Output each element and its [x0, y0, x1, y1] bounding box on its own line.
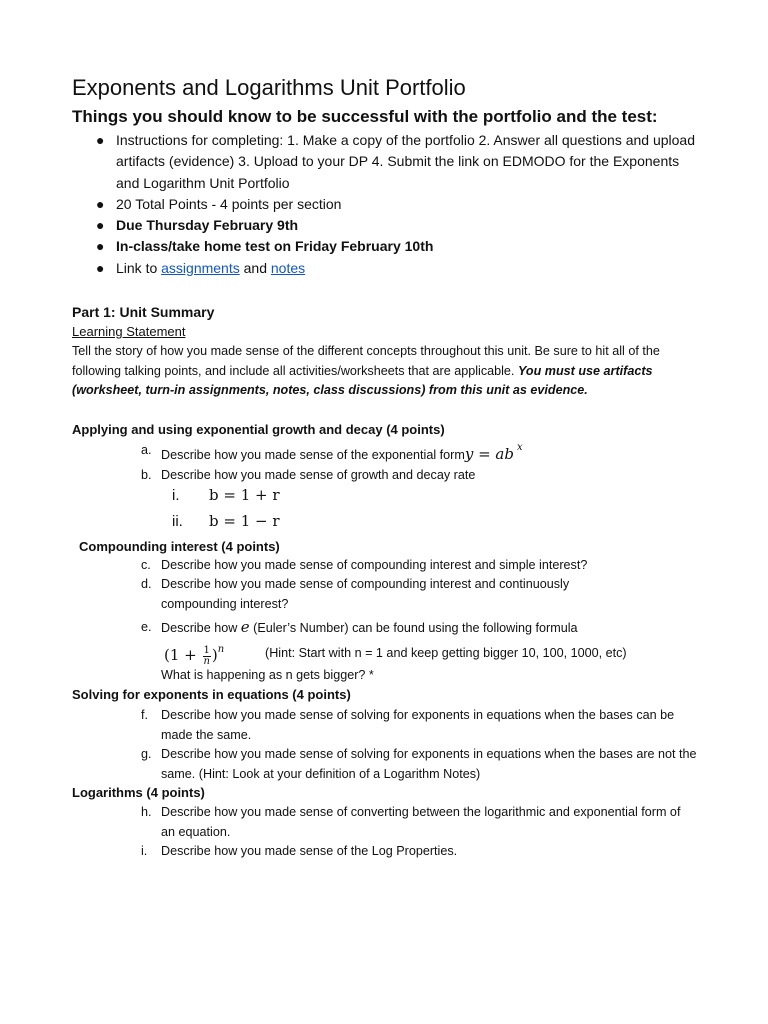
growth-rate-formula: b = 1 + r — [209, 486, 280, 504]
list-item — [96, 236, 706, 257]
story-emphasis: You must use artifacts (worksheet, turn-in assignments, notes, class discussions) from this unit as evidence. — [72, 363, 653, 397]
list-item — [141, 745, 701, 785]
list-item — [141, 803, 701, 843]
item-letter: d. — [141, 577, 152, 591]
hint-text: (Hint: Start with n = 1 and keep getting bigger 10, 100, 1000, etc) — [265, 646, 627, 660]
part1-heading: Part 1: Unit Summary — [72, 304, 215, 320]
item-text: Describe how you made sense of the Log Properties. — [161, 844, 458, 858]
solving-heading: Solving for exponents in equations (4 points) — [72, 687, 351, 702]
learning-statement-label: Learning Statement — [72, 324, 186, 339]
bullet-icon: ● — [96, 259, 105, 276]
story-text: Tell the story of how you made sense of the different concepts throughout this unit. Be sure to hit all of the following talking points, and include all activities/worksheets that are applicable. — [72, 344, 660, 378]
item-letter: h. — [141, 805, 152, 819]
list-item — [96, 215, 706, 236]
link-prefix: Link to — [116, 259, 162, 276]
item-letter: a. — [141, 443, 152, 457]
item-text: Describe how you made sense of converting between the logarithmic and exponential form of an equation. — [161, 805, 681, 839]
growth-heading: Applying and using exponential growth and decay (4 points) — [72, 422, 445, 437]
list-item — [141, 575, 701, 615]
item-text: Describe how you made sense of compounding interest and continuously compounding interest? — [161, 577, 570, 611]
roman-numeral: ii. — [172, 513, 183, 530]
bullet-icon: ● — [96, 195, 105, 212]
euler-formula: (1 + $\frac{1}{n}$ )$^n$ — [164, 644, 225, 667]
item-text: Describe how you made sense of solving for exponents in equations when the bases can be made the same. — [161, 708, 675, 742]
item-letter: e. — [141, 620, 152, 634]
item-text: Describe how you made sense of solving for exponents in equations when the bases are not the same. (Hint: Look at your definition of a Logarithm Notes) — [161, 747, 697, 781]
due-date-text: Due Thursday February 9th — [116, 217, 299, 234]
decay-rate-formula: b = 1 − r — [209, 512, 280, 530]
item-letter: b. — [141, 468, 152, 482]
story-paragraph — [72, 342, 702, 401]
item-text: Describe how you made sense of the exponential formy = ab $^x$ — [161, 442, 523, 463]
bullet-icon: ● — [96, 132, 105, 148]
item-letter: c. — [141, 558, 151, 572]
question-text: What is happening as n gets bigger? * — [161, 668, 374, 682]
points-text: 20 Total Points - 4 points per section — [116, 195, 342, 212]
page-title: Exponents and Logarithms Unit Portfolio — [72, 75, 466, 100]
item-text: Describe how e (Euler’s Number) can be found using the following formula — [161, 618, 578, 636]
item-text: Describe how you made sense of compounding interest and simple interest? — [161, 558, 588, 572]
item-letter: g. — [141, 747, 152, 761]
bullet-icon: ● — [96, 238, 105, 255]
assignments-link[interactable]: assignments — [161, 259, 240, 276]
exponential-form-formula: y = ab $^x$ — [464, 442, 523, 463]
item-letter: i. — [141, 844, 148, 858]
list-item — [96, 258, 706, 279]
instructions-list — [96, 130, 706, 279]
instructions-text: Instructions for completing: 1. Make a copy of the portfolio 2. Answer all questions and upload artifacts (evidence) 3. Upload to your DP 4. Submit the link on EDMODO for the Exponents and Logarithm Unit Portfolio — [116, 132, 695, 191]
logarithms-heading: Logarithms (4 points) — [72, 785, 205, 800]
link-joiner: and — [239, 259, 271, 276]
page-subtitle: Things you should know to be successful with the portfolio and the test: — [72, 107, 658, 126]
euler-symbol: e — [240, 618, 250, 636]
list-item — [96, 194, 706, 215]
item-text: Describe how you made sense of growth and decay rate — [161, 468, 476, 482]
compounding-heading: Compounding interest (4 points) — [79, 539, 280, 554]
list-item — [141, 706, 701, 746]
list-item — [96, 130, 706, 194]
notes-link[interactable]: notes — [270, 259, 306, 276]
test-date-text: In-class/take home test on Friday February 10th — [116, 238, 434, 255]
item-letter: f. — [141, 708, 148, 722]
bullet-icon: ● — [96, 217, 105, 234]
roman-numeral: i. — [172, 487, 180, 504]
